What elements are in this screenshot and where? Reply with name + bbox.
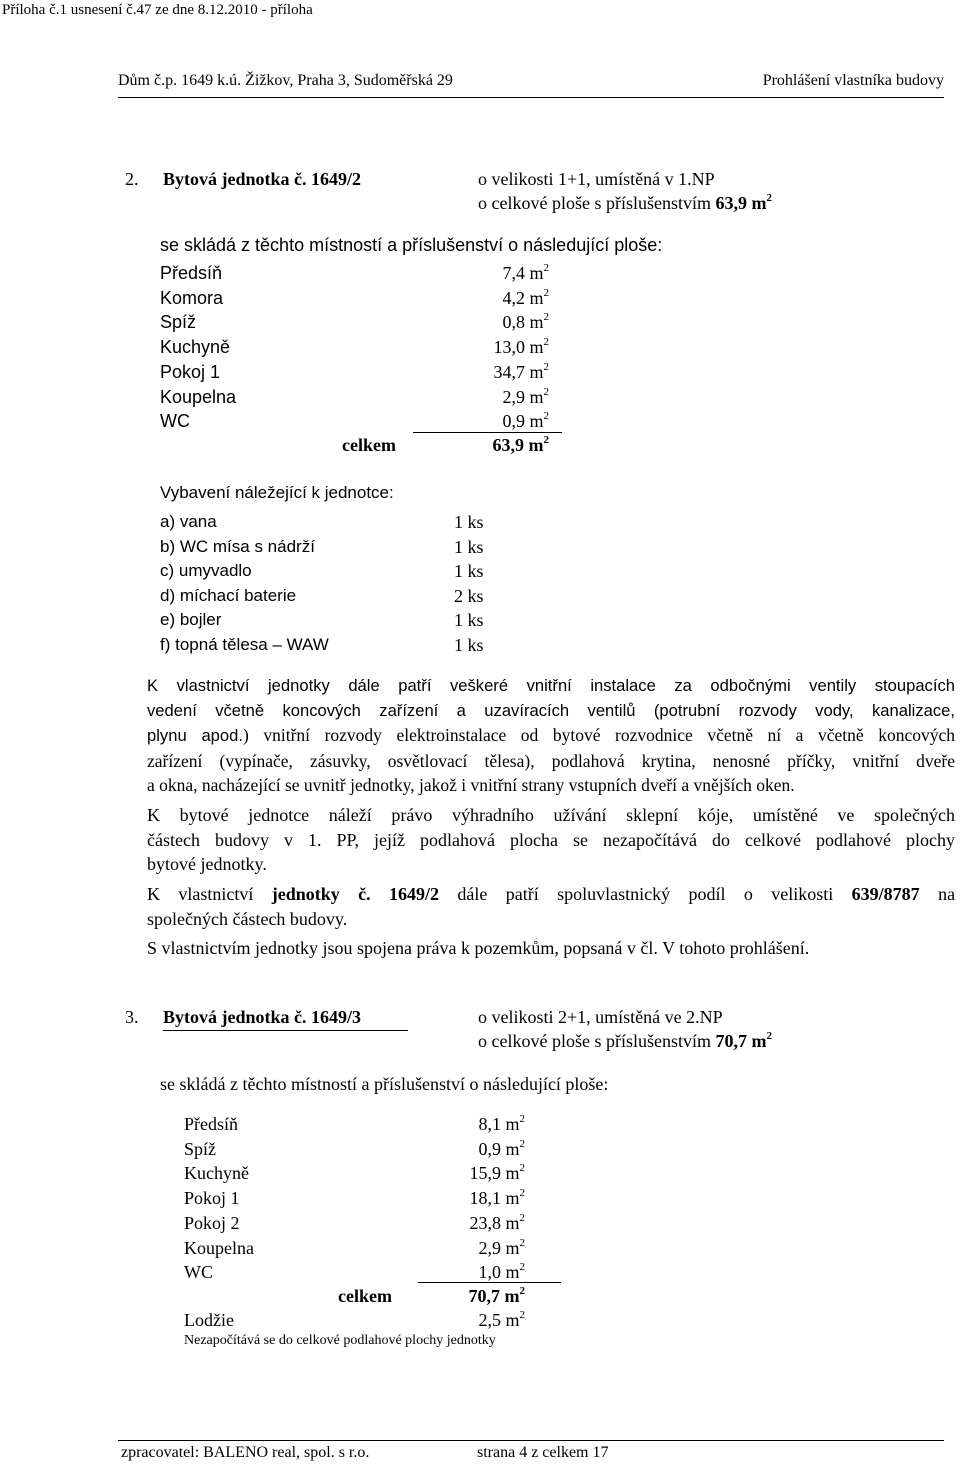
equipment-names — [160, 510, 329, 658]
room-name: Pokoj 1 — [184, 1188, 240, 1209]
equipment-qty: 1 ks — [454, 512, 484, 532]
footer-rule — [118, 1440, 944, 1441]
room-area: 23,8 $m^2$ — [469, 1211, 525, 1233]
unit2-total-area-value: 63,9 m — [715, 193, 767, 213]
equipment-qty: 2 ks — [454, 585, 484, 606]
unit2-total-rule — [413, 432, 562, 433]
unit3-number: 3. — [125, 1007, 139, 1027]
header-rule — [118, 97, 944, 98]
share-paragraph: K vlastnictví jednotky č. 1649/2 dále patří spoluvlastnický podíl o velikosti 639/8787 na společných částech budovy. — [147, 884, 956, 929]
room-name: Spíž — [184, 1138, 217, 1159]
room-name: Koupelna — [160, 386, 237, 407]
equipment-qty: 1 ks — [454, 634, 484, 655]
room-area: 0,8 $m^2$ — [502, 311, 549, 333]
room-name: Pokoj 1 — [160, 361, 221, 382]
room-name: WC — [184, 1262, 213, 1283]
unit3-total-area: o celkové ploše s příslušenstvím 70,7 $m^2$ — [478, 1030, 772, 1051]
equipment-item: a) vana — [160, 512, 217, 531]
unit2-room-areas — [400, 261, 549, 434]
room-name: Spíž — [160, 312, 197, 333]
room-area: 7,4 $m^2$ — [502, 262, 549, 283]
unit2-total-value: 63,9 $m^2$ — [492, 434, 549, 455]
unit2-intro: se skládá z těchto místností a příslušenství o následující ploše: — [160, 235, 663, 255]
document-title: Prohlášení vlastníka budovy — [762, 72, 944, 89]
unit2-total-area-sup: 2 — [766, 192, 772, 204]
room-name: Kuchyně — [184, 1163, 249, 1184]
room-name: Předsíň — [184, 1114, 238, 1134]
unit2-room-names — [160, 261, 236, 434]
equipment-title: Vybavení náležející k jednotce: — [160, 483, 394, 502]
unit3-total-value: 70,7 $m^2$ — [468, 1285, 525, 1306]
room-area: 2,9 $m^2$ — [502, 385, 549, 407]
unit3-balcony-name: Lodžie — [184, 1310, 234, 1330]
equipment-quantities — [454, 510, 484, 658]
room-area: 18,1 $m^2$ — [469, 1187, 525, 1209]
unit3-balcony-note: Nezapočítává se do celkové podlahové plochy jednotky — [184, 1333, 496, 1348]
unit3-room-names — [184, 1112, 254, 1285]
ownership-paragraph: K vlastnictví jednotky dále patří veškeré vnitřní instalace za odbočnými ventily stoupacích vedení včetně koncových zařízení a uzavíracích ventilů (potrubní rozvody vody, kanalizace, plynu apod.) vnitřní rozvody elektroinstalace od bytové rozvodnice včetně ní a včetně koncových zařízení (vypínače, zásuvky, osvětlovací tělesa), podlahová krytina, nenosné příčky, vnitřní dveře a okna, nacházející se uvnitř jednotky, jakož i vnitřní strany vstupních dveří a vnějších oken. — [147, 676, 955, 795]
unit3-intro: se skládá z těchto místností a příslušenství o následující ploše: — [160, 1074, 609, 1094]
unit3-size: o velikosti 2+1, umístěná ve 2.NP — [478, 1007, 723, 1027]
room-area: 4,2 $m^2$ — [502, 286, 549, 308]
room-name: Koupelna — [184, 1237, 254, 1258]
footer-processor: zpracovatel: BALENO real, spol. s r.o. — [121, 1444, 370, 1461]
room-area: 2,9 $m^2$ — [478, 1236, 525, 1258]
room-name: Pokoj 2 — [184, 1212, 240, 1233]
equipment-item: f) topná tělesa – WAW — [160, 634, 329, 654]
equipment-item: c) umyvadlo — [160, 561, 252, 581]
unit3-total-rule — [418, 1282, 561, 1283]
equipment-qty: 1 ks — [454, 561, 484, 582]
room-area: 1,0 $m^2$ — [478, 1261, 525, 1283]
unit2-total-area — [478, 193, 772, 214]
room-name: Komora — [160, 287, 224, 308]
equipment-item: b) WC mísa s nádrží — [160, 536, 315, 556]
unit2-total-label: celkem — [342, 435, 396, 455]
unit3-title: Bytová jednotka č. 1649/3 — [163, 1007, 361, 1027]
unit3-title-underline — [163, 1030, 408, 1031]
equipment-qty: 1 ks — [454, 610, 484, 631]
room-area: 0,9 $m^2$ — [502, 410, 549, 432]
room-area: 15,9 $m^2$ — [469, 1162, 525, 1184]
land-rights-paragraph: S vlastnictvím jednotky jsou spojena práva k pozemkům, popsaná v čl. V tohoto prohlášení. — [147, 938, 810, 958]
unit2-title: Bytová jednotka č. 1649/2 — [163, 169, 361, 189]
cellar-paragraph: K bytové jednotce náleží právo výhradního užívání sklepní kóje, umístěné ve společných částech budovy v 1. PP, jejíž podlahová plocha se nezapočítává do celkové podlahové plochy bytové jednotky. — [147, 805, 955, 874]
unit2-number: 2. — [125, 169, 139, 189]
unit2-total-area-prefix: o celkové ploše s příslušenstvím — [478, 193, 711, 213]
room-area: 13,0 $m^2$ — [493, 336, 549, 358]
room-name: Předsíň — [160, 263, 223, 283]
equipment-item: e) bojler — [160, 610, 222, 630]
room-name: Kuchyně — [160, 337, 231, 358]
annex-note: Příloha č.1 usnesení č.47 ze dne 8.12.2010 - příloha — [2, 2, 313, 18]
room-area: 8,1 $m^2$ — [478, 1113, 525, 1134]
equipment-item: d) míchací baterie — [160, 585, 297, 605]
building-address: Dům č.p. 1649 k.ú. Žižkov, Praha 3, Sudoměřská 29 — [118, 72, 453, 89]
equipment-qty: 1 ks — [454, 536, 484, 557]
unit2-size: o velikosti 1+1, umístěná v 1.NP — [478, 169, 715, 189]
unit3-total-label: celkem — [338, 1286, 392, 1306]
unit3-balcony-area: 2,5 $m^2$ — [478, 1309, 525, 1330]
unit3-room-areas — [380, 1112, 525, 1285]
room-name: WC — [160, 411, 190, 432]
room-area: 34,7 $m^2$ — [493, 360, 549, 382]
footer-page: strana 4 z celkem 17 — [477, 1444, 609, 1461]
room-area: 0,9 $m^2$ — [478, 1137, 525, 1159]
